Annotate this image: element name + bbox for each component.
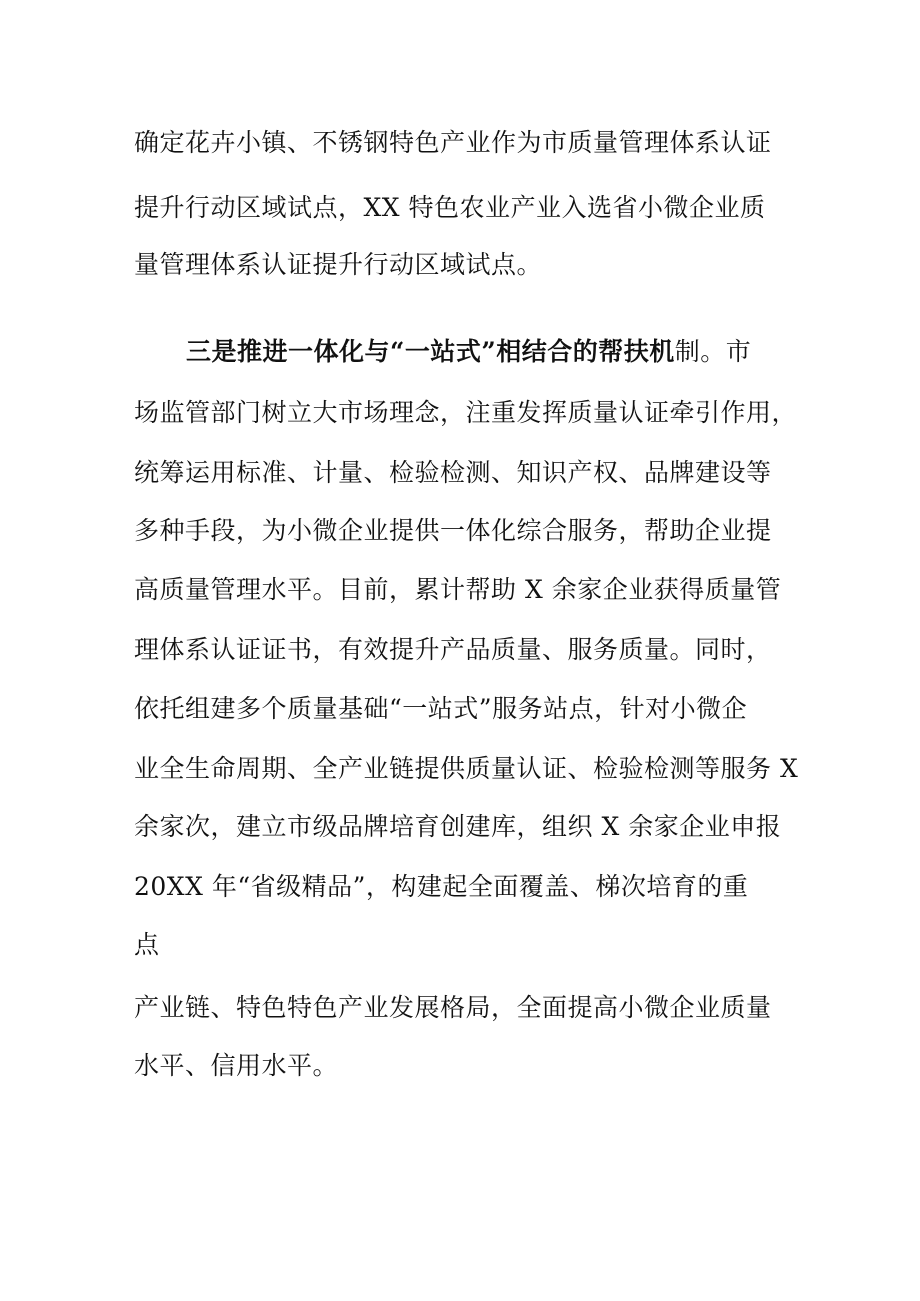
text-line: 场监管部门树立大市场理念，注重发挥质量认证牵引作用， <box>134 398 798 427</box>
text-line: 点 <box>134 930 160 959</box>
text-line: 水平、信用水平。 <box>134 1051 339 1080</box>
text-line: 理体系认证证书，有效提升产品质量、服务质量。同时， <box>134 635 772 664</box>
text-line: 依托组建多个质量基础“一站式”服务站点，针对小微企 <box>134 694 748 723</box>
text-line: 确定花卉小镇、不锈钢特色产业作为市质量管理体系认证 <box>134 128 772 157</box>
text-line: 余家次，建立市级品牌培育创建库，组织 X 余家企业申报 <box>134 812 782 841</box>
text-line: 高质量管理水平。目前，累计帮助 X 余家企业获得质量管 <box>134 575 782 604</box>
text-line: 20XX 年“省级精品”，构建起全面覆盖、梯次培育的重 <box>134 872 749 901</box>
paragraph-lead-line <box>186 336 751 368</box>
text-line: 多种手段，为小微企业提供一体化综合服务，帮助企业提 <box>134 516 772 545</box>
paragraph-lead-rest: 制。市 <box>674 337 752 366</box>
text-line: 量管理体系认证提升行动区域试点。 <box>134 250 543 279</box>
text-line: 业全生命周期、全产业链提供质量认证、检验检测等服务 X <box>134 754 799 783</box>
paragraph-lead-bold: 三是推进一体化与“一站式”相结合的帮扶机 <box>186 337 675 366</box>
text-line: 提升行动区域试点，XX 特色农业产业入选省小微企业质 <box>134 193 766 222</box>
text-line: 产业链、特色特色产业发展格局，全面提高小微企业质量 <box>134 993 772 1022</box>
text-line: 统筹运用标准、计量、检验检测、知识产权、品牌建设等 <box>134 458 772 487</box>
